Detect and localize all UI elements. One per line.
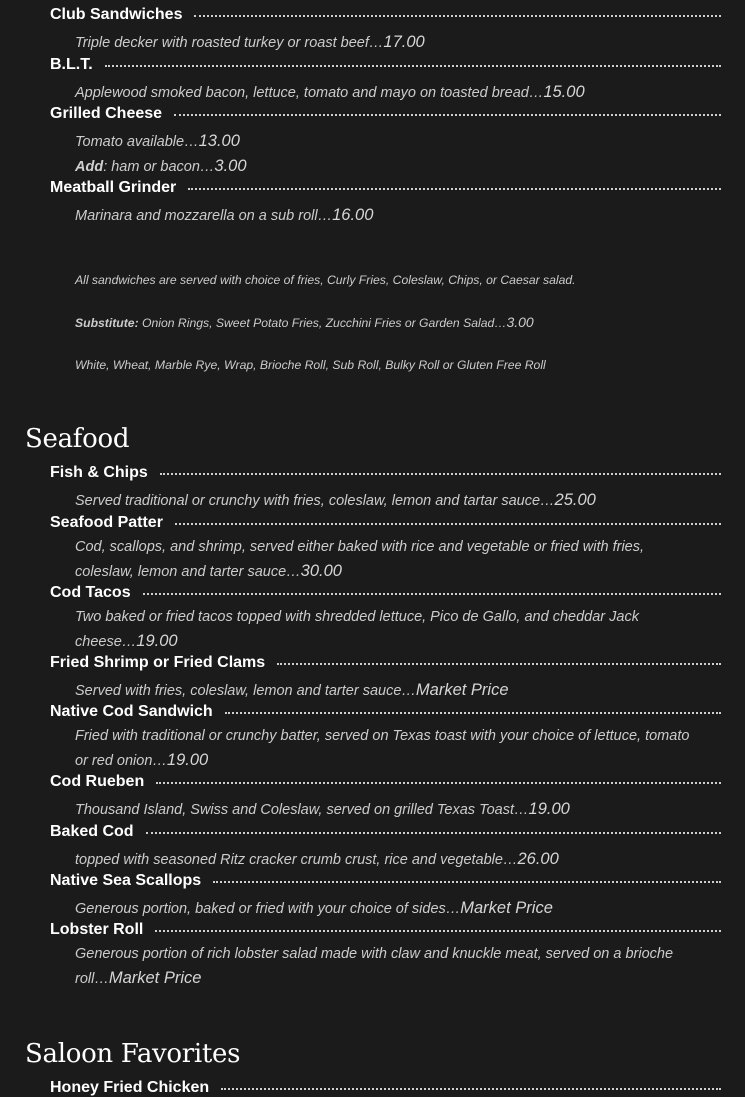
item-description (75, 942, 685, 991)
item-price: Market Price (460, 899, 553, 917)
item-name: Cod Tacos (50, 584, 131, 601)
addon-price: 3.00 (214, 157, 247, 175)
item-price: 26.00 (517, 850, 559, 868)
item-name: Native Cod Sandwich (50, 703, 213, 720)
menu-item-seafood-patter (50, 514, 721, 532)
dot-leader (277, 663, 721, 665)
menu-item-blt (50, 56, 721, 74)
item-name: Seafood Patter (50, 514, 163, 531)
item-description (75, 724, 705, 773)
item-price: 30.00 (300, 562, 342, 580)
item-price: 25.00 (554, 491, 596, 509)
item-price: 19.00 (166, 751, 209, 769)
item-description (75, 847, 705, 872)
item-description (75, 605, 700, 654)
dot-leader (225, 712, 721, 714)
addon-label: Add (75, 159, 104, 175)
description-text: Generous portion, baked or fried with your choice of sides… (75, 901, 461, 917)
sides-note: All sandwiches are served with choice of fries, Curly Fries, Coleslaw, Chips, or Caesar salad. (75, 273, 576, 287)
item-name: Fried Shrimp or Fried Clams (50, 654, 266, 671)
item-name: Cod Rueben (50, 773, 145, 790)
menu-item-native-sea-scallops (50, 872, 721, 890)
dot-leader (194, 15, 721, 17)
dot-leader (160, 473, 721, 475)
item-name: Grilled Cheese (50, 105, 163, 122)
item-description (75, 678, 705, 703)
item-name: Native Sea Scallops (50, 872, 202, 889)
menu-item-honey-fried-chicken (50, 1079, 721, 1097)
menu-item-native-cod-sandwich (50, 703, 721, 721)
description-text: Two baked or fried tacos topped with shredded lettuce, Pico de Gallo, and cheddar Jack cheese… (75, 609, 639, 650)
item-description (75, 535, 700, 584)
description-text: Applewood smoked bacon, lettuce, tomato and mayo on toasted bread… (75, 85, 544, 101)
dot-leader (175, 523, 721, 525)
dot-leader (146, 832, 721, 834)
description-text: Triple decker with roasted turkey or roast beef… (75, 35, 384, 51)
dot-leader (143, 593, 721, 595)
item-price: 16.00 (332, 206, 374, 224)
dot-leader (213, 881, 721, 883)
item-name: Club Sandwiches (50, 6, 183, 23)
menu-item-fried-shrimp-clams (50, 654, 721, 672)
menu-item-lobster-roll (50, 921, 721, 939)
item-description (75, 129, 705, 154)
item-price: Market Price (108, 969, 202, 987)
description-text: Thousand Island, Swiss and Coleslaw, served on grilled Texas Toast… (75, 802, 529, 818)
item-description (75, 797, 705, 822)
dot-leader (156, 782, 721, 784)
item-description (75, 80, 705, 105)
item-description (75, 488, 705, 513)
description-text: Served traditional or crunchy with fries, coleslaw, lemon and tartar sauce… (75, 493, 555, 509)
substitute-note (75, 314, 725, 330)
substitute-text: Onion Rings, Sweet Potato Fries, Zucchini Fries or Garden Salad… (138, 316, 507, 330)
section-title-saloon-favorites: Saloon Favorites (25, 1039, 241, 1069)
item-description (75, 203, 705, 228)
item-price: 13.00 (198, 132, 240, 150)
item-name: B.L.T. (50, 56, 93, 73)
item-price: 19.00 (136, 632, 178, 650)
menu-item-cod-rueben (50, 773, 721, 791)
dot-leader (155, 930, 721, 932)
menu-item-club-sandwiches (50, 6, 721, 24)
description-text: topped with seasoned Ritz cracker crumb crust, rice and vegetable… (75, 852, 518, 868)
item-description (75, 30, 705, 55)
description-text: Marinara and mozzarella on a sub roll… (75, 208, 333, 224)
dot-leader (221, 1088, 721, 1090)
description-text: Tomato available… (75, 134, 199, 150)
item-price: 17.00 (383, 33, 425, 51)
item-price: 15.00 (543, 83, 585, 101)
item-name: Lobster Roll (50, 921, 144, 938)
addon-text: : ham or bacon… (103, 159, 215, 175)
item-price: 19.00 (528, 800, 570, 818)
item-name: Honey Fried Chicken (50, 1079, 210, 1096)
description-text: Fried with traditional or crunchy batter, served on Texas toast with your choice of lettuce, tomato or red onion… (75, 728, 690, 769)
item-name: Meatball Grinder (50, 179, 177, 196)
description-text: Served with fries, coleslaw, lemon and tarter sauce… (75, 683, 416, 699)
substitute-price: 3.00 (506, 314, 534, 330)
menu-item-cod-tacos (50, 584, 721, 602)
item-name: Fish & Chips (50, 464, 148, 481)
description-text: Generous portion of rich lobster salad made with claw and knuckle meat, served on a brioche roll… (75, 946, 674, 987)
item-description (75, 896, 705, 921)
item-name: Baked Cod (50, 823, 134, 840)
substitute-label: Substitute: (75, 316, 139, 330)
description-text: Cod, scallops, and shrimp, served either baked with rice and vegetable or fried with fries, coleslaw, lemon and tarter sauce… (75, 539, 645, 580)
dot-leader (105, 65, 721, 67)
menu-item-fish-chips (50, 464, 721, 482)
menu-item-baked-cod (50, 823, 721, 841)
bread-options-note: White, Wheat, Marble Rye, Wrap, Brioche Roll, Sub Roll, Bulky Roll or Gluten Free Roll (75, 358, 546, 372)
menu-item-grilled-cheese (50, 105, 721, 123)
dot-leader (188, 188, 721, 190)
dot-leader (174, 114, 721, 116)
section-title-seafood: Seafood (25, 424, 130, 454)
item-addon (75, 154, 705, 179)
item-price: Market Price (415, 681, 509, 699)
menu-item-meatball-grinder (50, 179, 721, 197)
